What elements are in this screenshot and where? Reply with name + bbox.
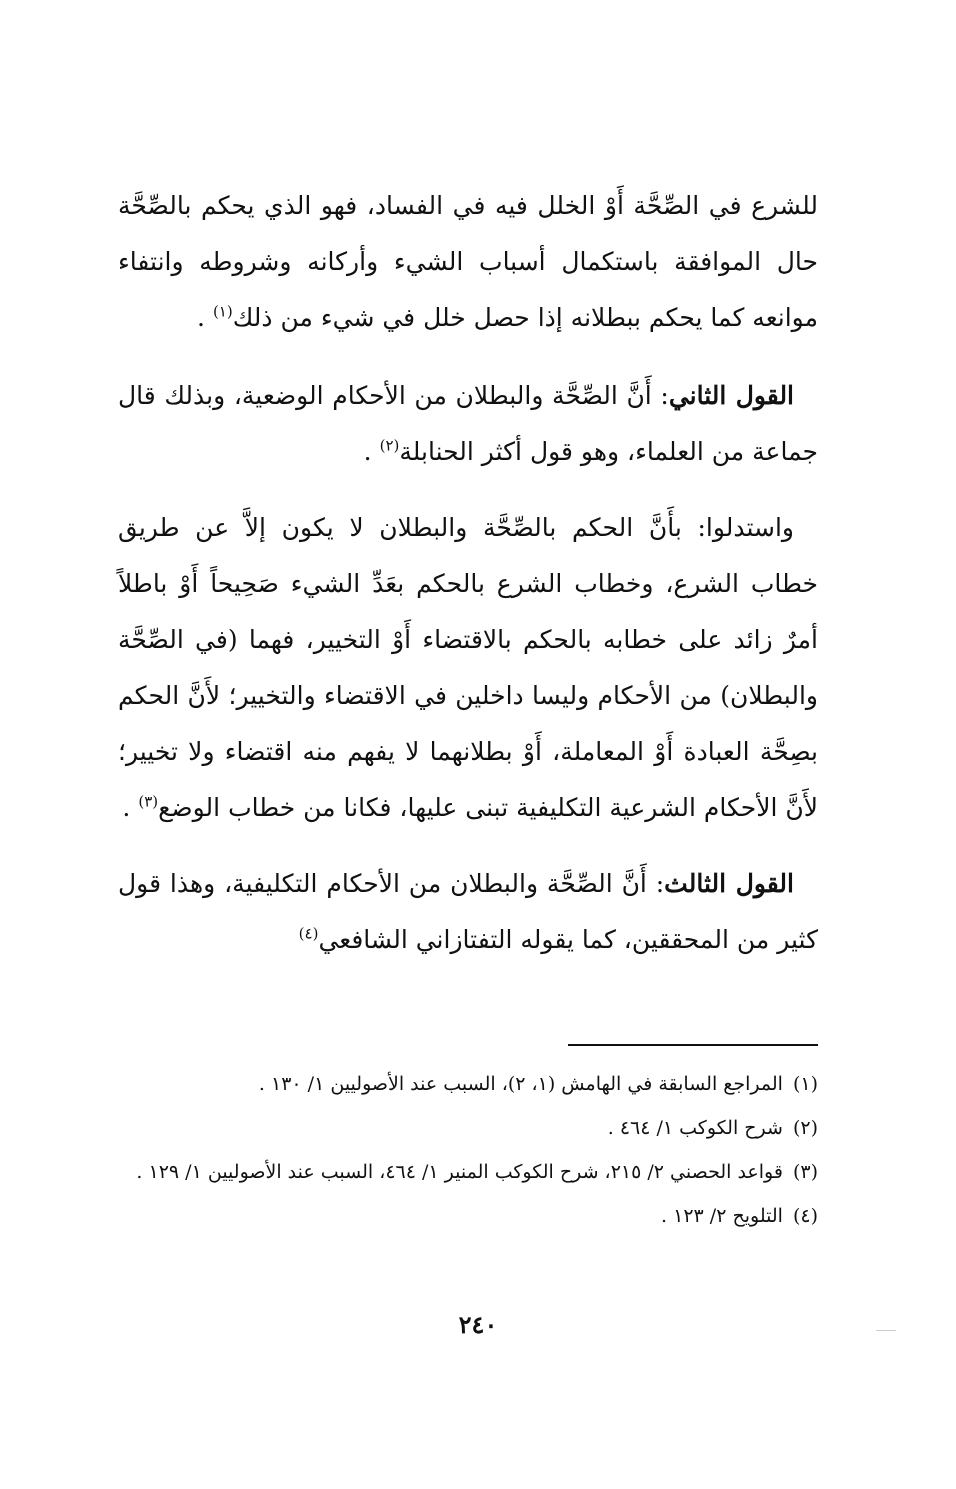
footnote-divider bbox=[568, 1044, 818, 1046]
paragraph-1-end: . bbox=[197, 303, 213, 332]
paragraph-2-heading: القول الثاني bbox=[668, 381, 795, 410]
paragraph-4-heading: القول الثالث bbox=[664, 869, 794, 898]
paragraph-1 bbox=[118, 178, 818, 346]
footnote-number: (٢) bbox=[792, 1117, 818, 1139]
footnote-ref-2[interactable]: (٢) bbox=[379, 436, 400, 455]
footnote-ref-4[interactable]: (٤) bbox=[298, 924, 319, 943]
footnote-text: التلويح ٢/ ١٢٣ . bbox=[661, 1205, 783, 1227]
footnote-text: شرح الكوكب ١/ ٤٦٤ . bbox=[607, 1117, 783, 1139]
footnote-text: قواعد الحصني ٢/ ٢١٥، شرح الكوكب المنير ١/ ٤٦٤، السبب عند الأصوليين ١/ ١٢٩ . bbox=[136, 1161, 783, 1183]
page-number: ٢٤٠ bbox=[458, 1310, 498, 1339]
scan-artifact bbox=[876, 1330, 896, 1331]
paragraph-3 bbox=[118, 500, 818, 836]
footnote-number: (١) bbox=[792, 1073, 818, 1095]
footnote-item bbox=[118, 1150, 818, 1194]
paragraph-2-text: : أَنَّ الصِّحَّة والبطلان من الأحكام الوضعية، وبذلك قال جماعة من العلماء، وهو قول أكثر الحنابلة bbox=[118, 381, 818, 466]
paragraph-4 bbox=[118, 856, 818, 968]
footnote-ref-1[interactable]: (١) bbox=[212, 302, 233, 321]
main-text bbox=[118, 178, 818, 988]
paragraph-4-text: : أَنَّ الصِّحَّة والبطلان من الأحكام التكليفية، وهذا قول كثير من المحققين، كما يقوله التفتازاني الشافعي bbox=[118, 869, 818, 954]
paragraph-2-end: . bbox=[363, 437, 380, 466]
footnote-item bbox=[118, 1062, 818, 1106]
paragraph-1-text: للشرع في الصِّحَّة أَوْ الخلل فيه في الفساد، فهو الذي يحكم بالصِّحَّة حال الموافقة باستكمال أسباب الشيء وأركانه وشروطه وانتفاء موانعه كما يحكم ببطلانه إذا حصل خلل في شيء من ذلك bbox=[118, 191, 818, 332]
footnote-number: (٣) bbox=[792, 1161, 818, 1183]
footnotes-section bbox=[118, 1062, 818, 1238]
footnote-ref-3[interactable]: (٣) bbox=[138, 792, 159, 811]
footnote-item bbox=[118, 1194, 818, 1238]
footnote-number: (٤) bbox=[792, 1205, 818, 1227]
paragraph-2 bbox=[118, 368, 818, 480]
footnote-item bbox=[118, 1106, 818, 1150]
footnote-text: المراجع السابقة في الهامش (١، ٢)، السبب عند الأصوليين ١/ ١٣٠ . bbox=[258, 1073, 783, 1095]
paragraph-3-text: واستدلوا: بأَنَّ الحكم بالصِّحَّة والبطلان لا يكون إلاَّ عن طريق خطاب الشرع، وخطاب الشرع بالحكم بعَدِّ الشيء صَحِيحاً أَوْ باطلاً أمرٌ زائد على خطابه بالحكم بالاقتضاء أَوْ التخيير، فهما (في الصِّحَّة والبطلان) من الأحكام وليسا داخلين في الاقتضاء والتخيير؛ لأَنَّ الحكم بصِحَّة العبادة أَوْ المعاملة، أَوْ بطلانهما لا يفهم منه اقتضاء ولا تخيير؛ لأَنَّ الأحكام الشرعية التكليفية تبنى عليها، فكانا من خطاب الوضع bbox=[118, 513, 818, 822]
paragraph-3-end: . bbox=[122, 793, 139, 822]
